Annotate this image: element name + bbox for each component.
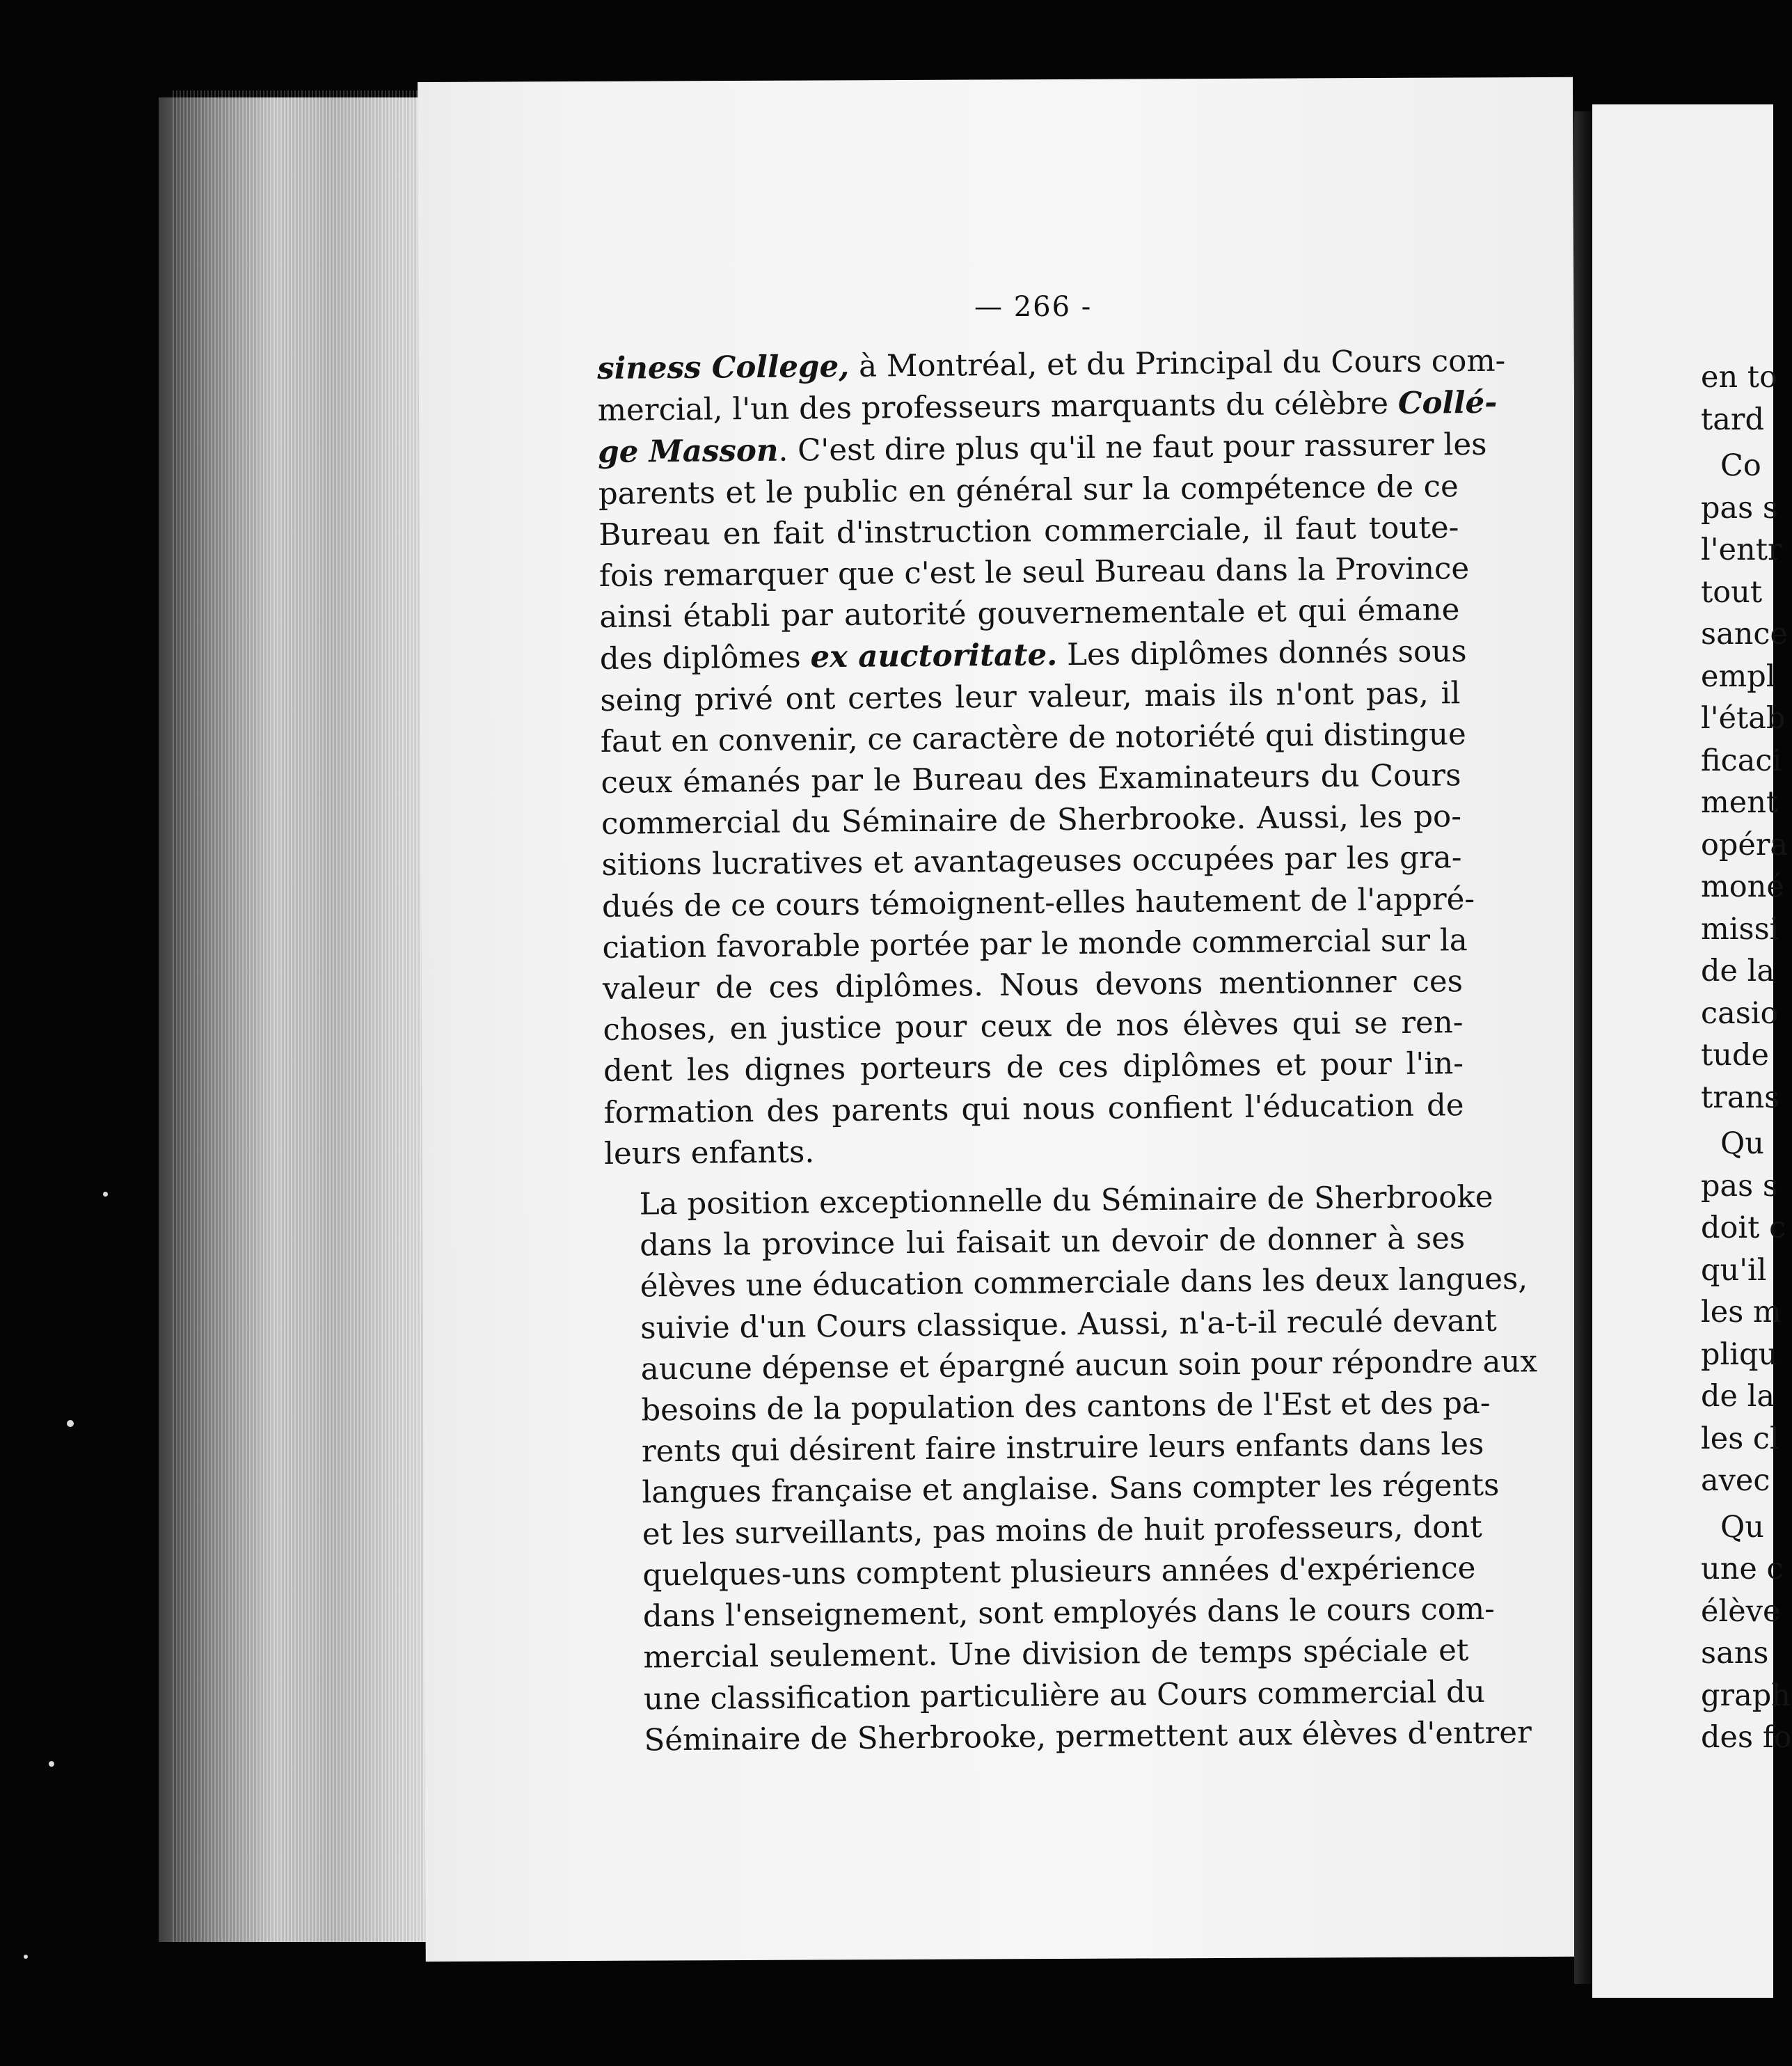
right-page-line: élève bbox=[1701, 1593, 1781, 1629]
text-run: mercial seulement. Une division de temps spéciale et bbox=[643, 1633, 1469, 1675]
text-run: Séminaire de Sherbrooke, permettent aux élèves d'entrer bbox=[644, 1715, 1532, 1758]
text-line bbox=[603, 1002, 1463, 1051]
text-run: faut en convenir, ce caractère de notoriété qui distingue bbox=[600, 716, 1466, 759]
text-line bbox=[605, 1301, 1497, 1350]
text-run: dués de ce cours témoignent-elles hautement de l'appré- bbox=[601, 881, 1475, 924]
text-line bbox=[598, 425, 1487, 474]
text-run: besoins de la population des cantons de l'Est et des pa- bbox=[641, 1385, 1491, 1428]
right-page-line: trans bbox=[1701, 1080, 1780, 1115]
italic-text: siness College, bbox=[597, 348, 850, 386]
text-run: leurs enfants. bbox=[603, 1135, 815, 1172]
right-page-line: Qu bbox=[1720, 1126, 1764, 1161]
text-run: quelques-uns comptent plusieurs années d'expérience bbox=[642, 1550, 1476, 1593]
text-line bbox=[606, 1383, 1491, 1432]
text-line bbox=[598, 549, 1470, 597]
right-page-line: pas s bbox=[1701, 490, 1778, 526]
text-line bbox=[601, 879, 1475, 928]
text-run: . C'est dire plus qu'il ne faut pour rassurer les bbox=[778, 427, 1487, 469]
right-page-line: tard bbox=[1701, 402, 1764, 437]
dust-speck bbox=[24, 1955, 28, 1959]
right-page-line: pliqu bbox=[1701, 1336, 1778, 1372]
italic-text: ge Masson bbox=[598, 433, 779, 471]
text-run: langues française et anglaise. Sans compter les régents bbox=[642, 1468, 1500, 1511]
text-line bbox=[609, 1672, 1486, 1721]
right-page-line: qu'il bbox=[1701, 1252, 1767, 1288]
text-run: seing privé ont certes leur valeur, mais ils n'ont pas, il bbox=[600, 675, 1461, 718]
right-page-line: ment bbox=[1701, 785, 1779, 820]
right-page-line: graph bbox=[1701, 1678, 1791, 1713]
text-line bbox=[604, 1177, 1493, 1226]
italic-text: Collé- bbox=[1397, 384, 1498, 422]
text-line bbox=[607, 1466, 1500, 1515]
right-page-line: les m bbox=[1701, 1295, 1782, 1330]
text-line bbox=[604, 1126, 1464, 1175]
right-page-line: avec bbox=[1701, 1463, 1770, 1498]
right-page-line: de la bbox=[1701, 954, 1775, 988]
text-run: Les diplômes donnés sous bbox=[1057, 634, 1467, 673]
text-run: choses, en justice pour ceux de nos élèves qui se ren- bbox=[603, 1005, 1464, 1048]
book-page-edges bbox=[173, 90, 451, 1942]
text-line bbox=[598, 466, 1459, 515]
right-page-line: tude bbox=[1701, 1038, 1769, 1073]
right-page-line: en to bbox=[1701, 360, 1777, 395]
text-run: des diplômes bbox=[599, 640, 811, 677]
text-line bbox=[600, 714, 1466, 763]
right-page-line: l'entr bbox=[1701, 533, 1782, 567]
text-line bbox=[599, 590, 1459, 638]
text-line bbox=[597, 382, 1498, 432]
text-line bbox=[603, 1085, 1464, 1134]
text-run: ainsi établi par autorité gouvernementale et qui émane bbox=[599, 592, 1460, 636]
text-line bbox=[607, 1424, 1484, 1473]
right-page-line: doit c bbox=[1701, 1211, 1786, 1245]
text-run: ciation favorable portée par le monde commercial sur la bbox=[602, 922, 1468, 965]
right-page-line: l'étab bbox=[1701, 701, 1786, 736]
text-line bbox=[600, 673, 1460, 722]
right-page-line: tout bbox=[1701, 574, 1763, 610]
text-line bbox=[599, 631, 1467, 681]
text-line bbox=[601, 755, 1461, 804]
text-line bbox=[608, 1507, 1483, 1556]
right-page-line: moné bbox=[1701, 869, 1784, 904]
text-run: Bureau en fait d'instruction commerciale, il faut toute- bbox=[598, 510, 1459, 553]
text-run: formation des parents qui nous confient l'éducation de bbox=[603, 1087, 1464, 1130]
text-run: à Montréal, et du Principal du Cours com- bbox=[849, 343, 1506, 384]
italic-text: ex auctoritate. bbox=[810, 637, 1058, 675]
right-page-line: pas s bbox=[1701, 1168, 1778, 1204]
text-line bbox=[605, 1260, 1528, 1309]
text-line bbox=[603, 1044, 1464, 1093]
text-line bbox=[605, 1218, 1465, 1267]
right-page-line: Qu bbox=[1720, 1509, 1764, 1545]
text-line bbox=[601, 838, 1461, 887]
text-run: commercial du Séminaire de Sherbrooke. Aussi, les po- bbox=[601, 799, 1462, 842]
text-run: élèves une éducation commerciale dans les deux langues, bbox=[640, 1261, 1528, 1304]
text-run: La position exceptionnelle du Séminaire de Sherbrooke bbox=[639, 1179, 1493, 1222]
book-gutter bbox=[1574, 111, 1592, 1984]
text-run: suivie d'un Cours classique. Aussi, n'a-t-il reculé devant bbox=[640, 1303, 1497, 1346]
text-line bbox=[601, 796, 1461, 845]
text-run: ceux émanés par le Bureau des Examinateurs du Cours bbox=[601, 758, 1461, 801]
text-line bbox=[608, 1630, 1468, 1679]
right-page-line: les cl bbox=[1701, 1421, 1779, 1456]
text-run: une classification particulière au Cours commercial du bbox=[643, 1674, 1486, 1717]
right-page-line: des fo bbox=[1701, 1720, 1792, 1755]
page-number: — 266 - bbox=[974, 291, 1093, 323]
right-page-line: ficaci bbox=[1701, 743, 1782, 778]
text-run: valeur de ces diplômes. Nous devons mentionner ces bbox=[602, 964, 1464, 1007]
text-run: fois remarquer que c'est le seul Bureau dans la Province bbox=[598, 551, 1470, 594]
text-line bbox=[597, 340, 1506, 390]
right-page-line: Co bbox=[1720, 448, 1761, 483]
right-page-line: sance bbox=[1701, 617, 1788, 652]
right-page-text bbox=[1701, 356, 1792, 1759]
right-page-line: missi bbox=[1701, 911, 1779, 947]
text-line bbox=[606, 1342, 1538, 1391]
right-page-line: une c bbox=[1701, 1552, 1784, 1586]
paragraph bbox=[604, 1177, 1538, 1762]
text-run: aucune dépense et épargné aucun soin pour répondre aux bbox=[640, 1344, 1538, 1387]
text-line bbox=[598, 507, 1459, 556]
body-text bbox=[597, 340, 1538, 1762]
text-run: parents et le public en général sur la compétence de ce bbox=[598, 468, 1459, 512]
text-run: et les surveillants, pas moins de huit professeurs, dont bbox=[642, 1509, 1483, 1552]
right-page-line: empl bbox=[1701, 659, 1776, 694]
dust-speck bbox=[103, 1192, 108, 1197]
right-page-line: casio bbox=[1701, 995, 1779, 1031]
text-run: dans la province lui faisait un devoir de donner à ses bbox=[640, 1221, 1466, 1263]
right-page-line: sans bbox=[1701, 1636, 1769, 1671]
text-run: rents qui désirent faire instruire leurs enfants dans les bbox=[641, 1427, 1484, 1469]
text-run: sitions lucratives et avantageuses occupées par les gra- bbox=[601, 840, 1462, 883]
text-run: dent les dignes porteurs de ces diplômes et pour l'in- bbox=[603, 1046, 1464, 1089]
paragraph bbox=[597, 340, 1506, 1175]
text-line bbox=[608, 1589, 1496, 1638]
text-line bbox=[609, 1713, 1532, 1762]
text-line bbox=[603, 961, 1463, 1010]
text-run: dans l'enseignement, sont employés dans le cours com- bbox=[642, 1591, 1496, 1634]
text-line bbox=[608, 1548, 1476, 1597]
right-page-line: de la bbox=[1701, 1379, 1775, 1414]
dust-speck bbox=[67, 1420, 74, 1427]
text-line bbox=[602, 920, 1468, 969]
right-page-line: opéra bbox=[1701, 827, 1789, 862]
text-run: mercial, l'un des professeurs marquants du célèbre bbox=[597, 386, 1399, 429]
dust-speck bbox=[49, 1761, 54, 1767]
